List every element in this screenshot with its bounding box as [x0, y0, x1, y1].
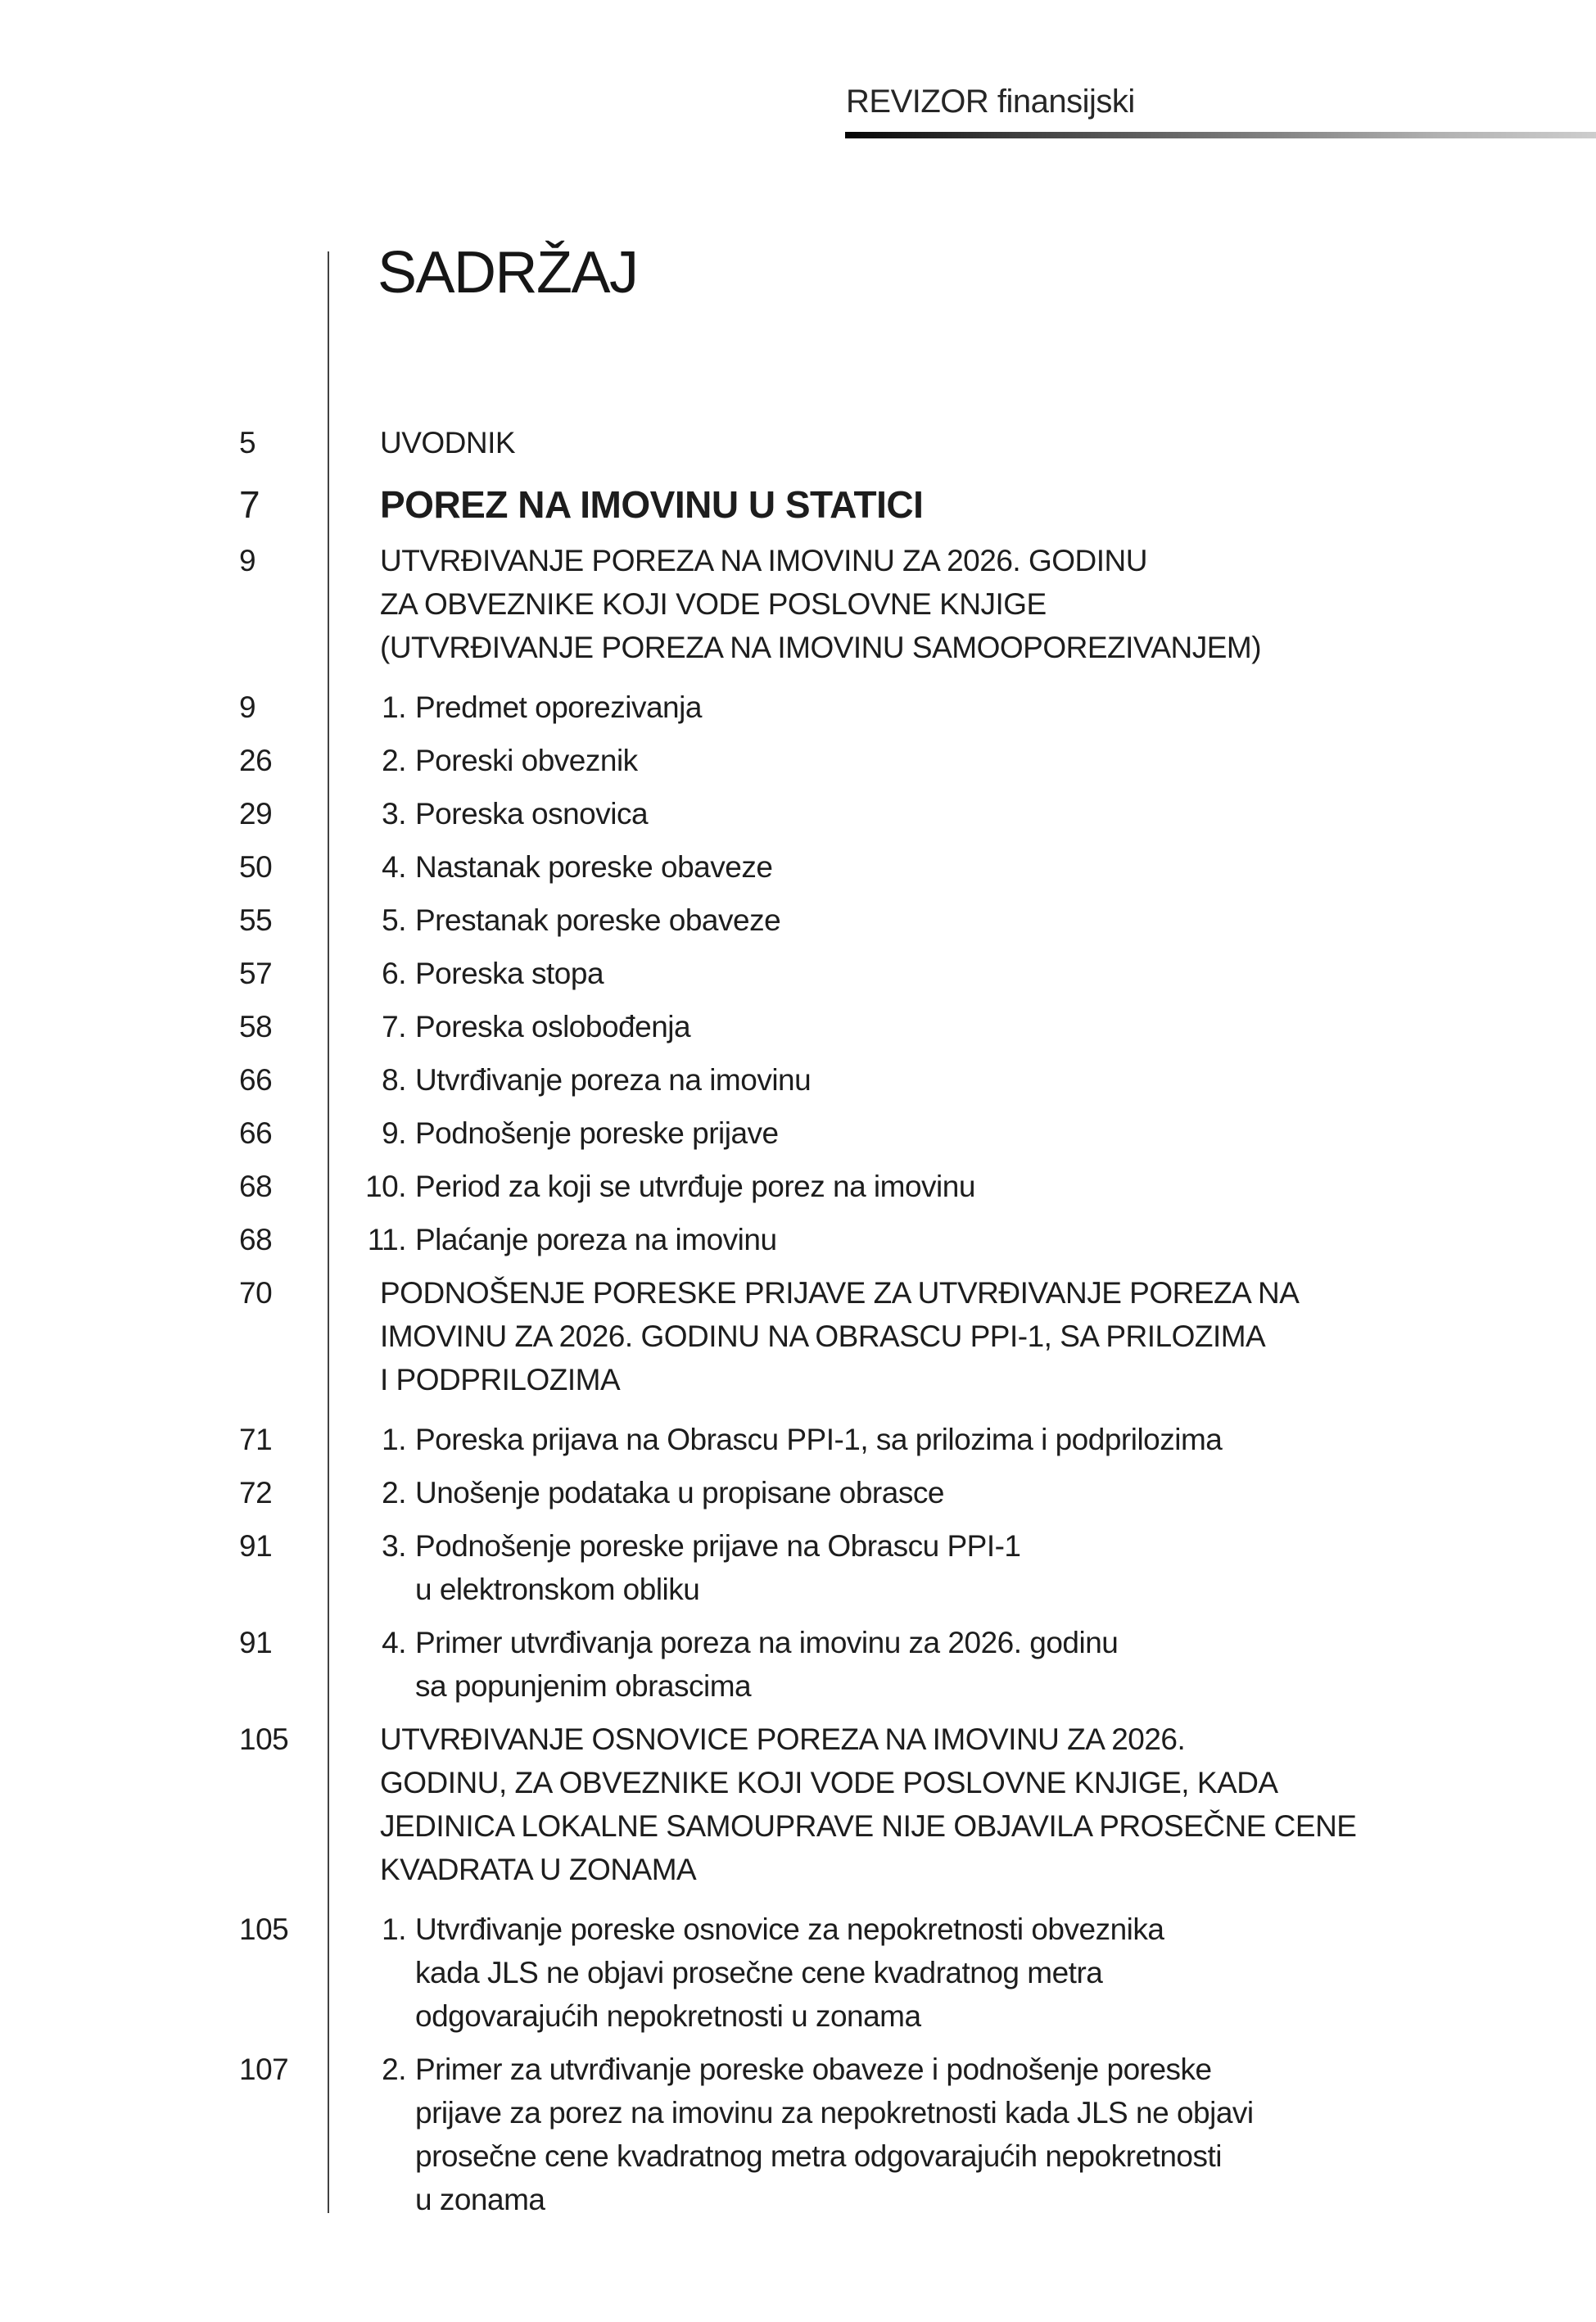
toc-entry-line: UTVRĐIVANJE POREZA NA IMOVINU ZA 2026. GODINU: [380, 544, 1147, 577]
toc-item-marker: 4.: [382, 850, 406, 884]
toc-entry-line: KVADRATA U ZONAMA: [380, 1853, 697, 1886]
toc-entry-line: Predmet oporezivanja: [415, 690, 702, 724]
toc-entry-line: u zonama: [415, 2183, 545, 2216]
toc-row: [0, 1271, 1596, 1401]
toc-page-number: 68: [239, 1223, 273, 1256]
toc-entry: [380, 1058, 1596, 1102]
toc-row: [0, 952, 1596, 995]
toc-entry: [380, 481, 1596, 529]
toc-entry-line: I PODPRILOZIMA: [380, 1363, 621, 1396]
toc-entry-line: JEDINICA LOKALNE SAMOUPRAVE NIJE OBJAVILA PROSEČNE CENE: [380, 1809, 1357, 1843]
toc-item-marker: 8.: [382, 1063, 406, 1097]
toc-entry-line: Poreski obveznik: [415, 744, 638, 777]
toc-page-number: 50: [239, 850, 273, 884]
toc-entry-line: Primer utvrđivanja poreza na imovinu za 2026. godinu: [415, 1626, 1119, 1659]
toc-entry-line: IMOVINU ZA 2026. GODINU NA OBRASCU PPI-1, SA PRILOZIMA: [380, 1319, 1266, 1353]
toc-page-number: 70: [239, 1276, 273, 1310]
toc-entry: [367, 1218, 1596, 1261]
running-head-rule: [845, 132, 1596, 138]
toc-entry: [380, 1908, 1596, 2038]
toc-row: [0, 1165, 1596, 1208]
toc-row: [0, 792, 1596, 835]
toc-entry-line: prijave za porez na imovinu za nepokretnosti kada JLS ne objavi: [415, 2096, 1254, 2130]
toc-item-marker: 4.: [382, 1626, 406, 1659]
toc-row: [0, 539, 1596, 669]
toc-entry-line: Poreska osnovica: [415, 797, 649, 831]
toc-entry: [380, 539, 1596, 669]
toc-entry: [380, 421, 1596, 464]
toc-page-number: 9: [239, 690, 256, 724]
toc-entry: [380, 1471, 1596, 1514]
toc-entry: [380, 1111, 1596, 1155]
toc-page-number: 72: [239, 1476, 273, 1510]
toc-page-number: 29: [239, 797, 273, 831]
toc-item-marker: 1.: [382, 1423, 406, 1456]
toc-item-marker: 6.: [382, 957, 406, 990]
toc-row: [0, 1524, 1596, 1611]
toc-entry-line: PODNOŠENJE PORESKE PRIJAVE ZA UTVRĐIVANJE POREZA NA: [380, 1276, 1300, 1310]
toc-row: [0, 1718, 1596, 1891]
toc-entry-line: Unošenje podataka u propisane obrasce: [415, 1476, 944, 1510]
toc-entry-line: Primer za utvrđivanje poreske obaveze i podnošenje poreske: [415, 2053, 1212, 2086]
toc-entry-line: Podnošenje poreske prijave: [415, 1116, 779, 1150]
toc-entry-line: Plaćanje poreza na imovinu: [415, 1223, 777, 1256]
toc-entry: [380, 792, 1596, 835]
running-head-brand: REVIZOR finansijski: [846, 84, 1135, 120]
toc-entry-line: Utvrđivanje poreza na imovinu: [415, 1063, 812, 1097]
toc-entry: [380, 686, 1596, 729]
toc-row: [0, 1908, 1596, 2038]
toc-page-number: 105: [239, 1722, 289, 1756]
toc-entry-line: Poreska prijava na Obrascu PPI-1, sa prilozima i podprilozima: [415, 1423, 1223, 1456]
toc-item-marker: 2.: [382, 744, 406, 777]
toc-page-number: 57: [239, 957, 273, 990]
toc-entry: [380, 1005, 1596, 1048]
toc-item-marker: 10.: [365, 1170, 406, 1203]
toc-row: [0, 1621, 1596, 1708]
toc-entry-line: u elektronskom obliku: [415, 1573, 700, 1606]
toc-entry-line: UTVRĐIVANJE OSNOVICE POREZA NA IMOVINU ZA 2026.: [380, 1722, 1186, 1756]
toc-row: [0, 898, 1596, 942]
toc-entry-line: ZA OBVEZNIKE KOJI VODE POSLOVNE KNJIGE: [380, 587, 1047, 621]
toc-item-marker: 3.: [382, 797, 406, 831]
toc-entry-line: Podnošenje poreske prijave na Obrascu PPI-1: [415, 1529, 1021, 1563]
toc-entry-line: sa popunjenim obrascima: [415, 1669, 752, 1703]
toc-entry-line: POREZ NA IMOVINU U STATICI: [380, 483, 924, 526]
toc-page-number: 5: [239, 426, 256, 459]
toc-page-number: 9: [239, 544, 256, 577]
toc-page-number: 26: [239, 744, 273, 777]
toc-page-number: 66: [239, 1063, 273, 1097]
toc-row: [0, 1058, 1596, 1102]
toc-entry-line: Utvrđivanje poreske osnovice za nepokretnosti obveznika: [415, 1912, 1164, 1946]
toc-entry: [380, 1418, 1596, 1461]
toc-page-number: 66: [239, 1116, 273, 1150]
toc-page-number: 91: [239, 1626, 273, 1659]
toc-row: [0, 1111, 1596, 1155]
toc-entry: [380, 1271, 1596, 1401]
toc-item-marker: 9.: [382, 1116, 406, 1150]
toc-item-marker: 2.: [382, 1476, 406, 1510]
toc-entry: [380, 1524, 1596, 1611]
toc-entry: [380, 2048, 1596, 2221]
toc-row: [0, 1218, 1596, 1261]
toc-entry: [380, 1718, 1596, 1891]
toc-entry: [380, 845, 1596, 889]
toc-row: [0, 686, 1596, 729]
toc-list: [0, 421, 1596, 2231]
toc-page-number: 7: [239, 483, 260, 526]
toc-row: [0, 1418, 1596, 1461]
toc-row: [0, 1005, 1596, 1048]
toc-page-number: 68: [239, 1170, 273, 1203]
toc-entry: [365, 1165, 1596, 1208]
toc-page-number: 71: [239, 1423, 273, 1456]
toc-page-number: 58: [239, 1010, 273, 1043]
toc-entry: [380, 739, 1596, 782]
toc-entry: [380, 952, 1596, 995]
toc-entry-line: UVODNIK: [380, 426, 516, 459]
toc-row: [0, 2048, 1596, 2221]
toc-row: [0, 421, 1596, 464]
toc-row: [0, 739, 1596, 782]
toc-item-marker: 1.: [382, 1912, 406, 1946]
toc-item-marker: 2.: [382, 2053, 406, 2086]
toc-row: [0, 481, 1596, 529]
toc-entry-line: kada JLS ne objavi prosečne cene kvadratnog metra: [415, 1956, 1103, 1989]
toc-entry-line: Poreska oslobođenja: [415, 1010, 691, 1043]
toc-item-marker: 3.: [382, 1529, 406, 1563]
toc-item-marker: 7.: [382, 1010, 406, 1043]
toc-entry-line: Poreska stopa: [415, 957, 604, 990]
toc-page-number: 55: [239, 903, 273, 937]
toc-item-marker: 1.: [382, 690, 406, 724]
toc-entry-line: GODINU, ZA OBVEZNIKE KOJI VODE POSLOVNE KNJIGE, KADA: [380, 1766, 1278, 1799]
toc-page-number: 91: [239, 1529, 273, 1563]
toc-entry-line: (UTVRĐIVANJE POREZA NA IMOVINU SAMOOPOREZIVANJEM): [380, 631, 1262, 664]
toc-entry-line: Prestanak poreske obaveze: [415, 903, 781, 937]
toc-item-marker: 5.: [382, 903, 406, 937]
toc-entry-line: odgovarajućih nepokretnosti u zonama: [415, 1999, 921, 2033]
page-title: SADRŽAJ: [378, 240, 638, 306]
toc-page-number: 107: [239, 2053, 289, 2086]
toc-entry-line: prosečne cene kvadratnog metra odgovarajućih nepokretnosti: [415, 2139, 1223, 2173]
toc-item-marker: 11.: [367, 1223, 406, 1256]
toc-entry-line: Nastanak poreske obaveze: [415, 850, 773, 884]
toc-entry: [380, 898, 1596, 942]
toc-entry-line: Period za koji se utvrđuje porez na imovinu: [415, 1170, 975, 1203]
toc-entry: [380, 1621, 1596, 1708]
toc-page-number: 105: [239, 1912, 289, 1946]
toc-row: [0, 1471, 1596, 1514]
toc-row: [0, 845, 1596, 889]
